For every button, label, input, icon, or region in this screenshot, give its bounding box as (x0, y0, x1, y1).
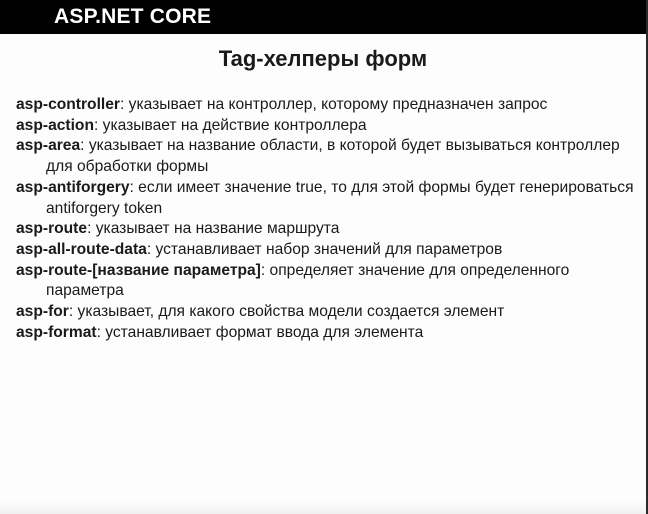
course-title: ASP.NET CORE (54, 5, 212, 28)
tag-helper-list (16, 95, 641, 343)
attribute-name: asp-action (16, 116, 94, 134)
attribute-description: : указывает на действие контроллера (93, 116, 367, 134)
attribute-name: asp-all-route-data (16, 240, 147, 258)
attribute-description: : устанавливает формат ввода для элемента (96, 323, 424, 341)
bottom-edge (0, 500, 646, 514)
list-item-asp-action (16, 116, 641, 137)
attribute-name: asp-for (16, 303, 69, 321)
list-item-asp-for (16, 302, 641, 323)
attribute-description: : определяет значение для определенного параметра (46, 261, 570, 300)
list-item-asp-route-param (16, 261, 641, 302)
list-item-asp-format (16, 323, 641, 344)
attribute-description: : устанавливает набор значений для параметров (146, 240, 503, 258)
attribute-name: asp-antiforgery (16, 178, 130, 196)
list-item-asp-antiforgery (16, 178, 641, 219)
attribute-description: : указывает на название области, в которой будет вызываться контроллер для обработки формы (46, 137, 620, 176)
attribute-name: asp-route-[название параметра] (16, 261, 261, 279)
header-bar (0, 0, 646, 34)
attribute-description: : указывает, для какого свойства модели создается элемент (68, 303, 505, 321)
list-item-asp-all-route-data (16, 240, 641, 261)
list-item-asp-controller (16, 95, 641, 116)
attribute-description: : указывает на контроллер, которому предназначен запрос (119, 96, 548, 113)
list-item-asp-area (16, 136, 641, 177)
attribute-name: asp-format (16, 323, 97, 341)
slide-title: Tag-хелперы форм (218, 46, 428, 71)
list-item-asp-route (16, 219, 641, 240)
attribute-description: : если имеет значение true, то для этой формы будет генерироваться antiforgery token (46, 178, 634, 217)
attribute-name: asp-area (16, 137, 81, 155)
attribute-name: asp-controller (16, 96, 120, 113)
attribute-name: asp-route (16, 220, 88, 238)
attribute-description: : указывает на название маршрута (87, 220, 340, 238)
